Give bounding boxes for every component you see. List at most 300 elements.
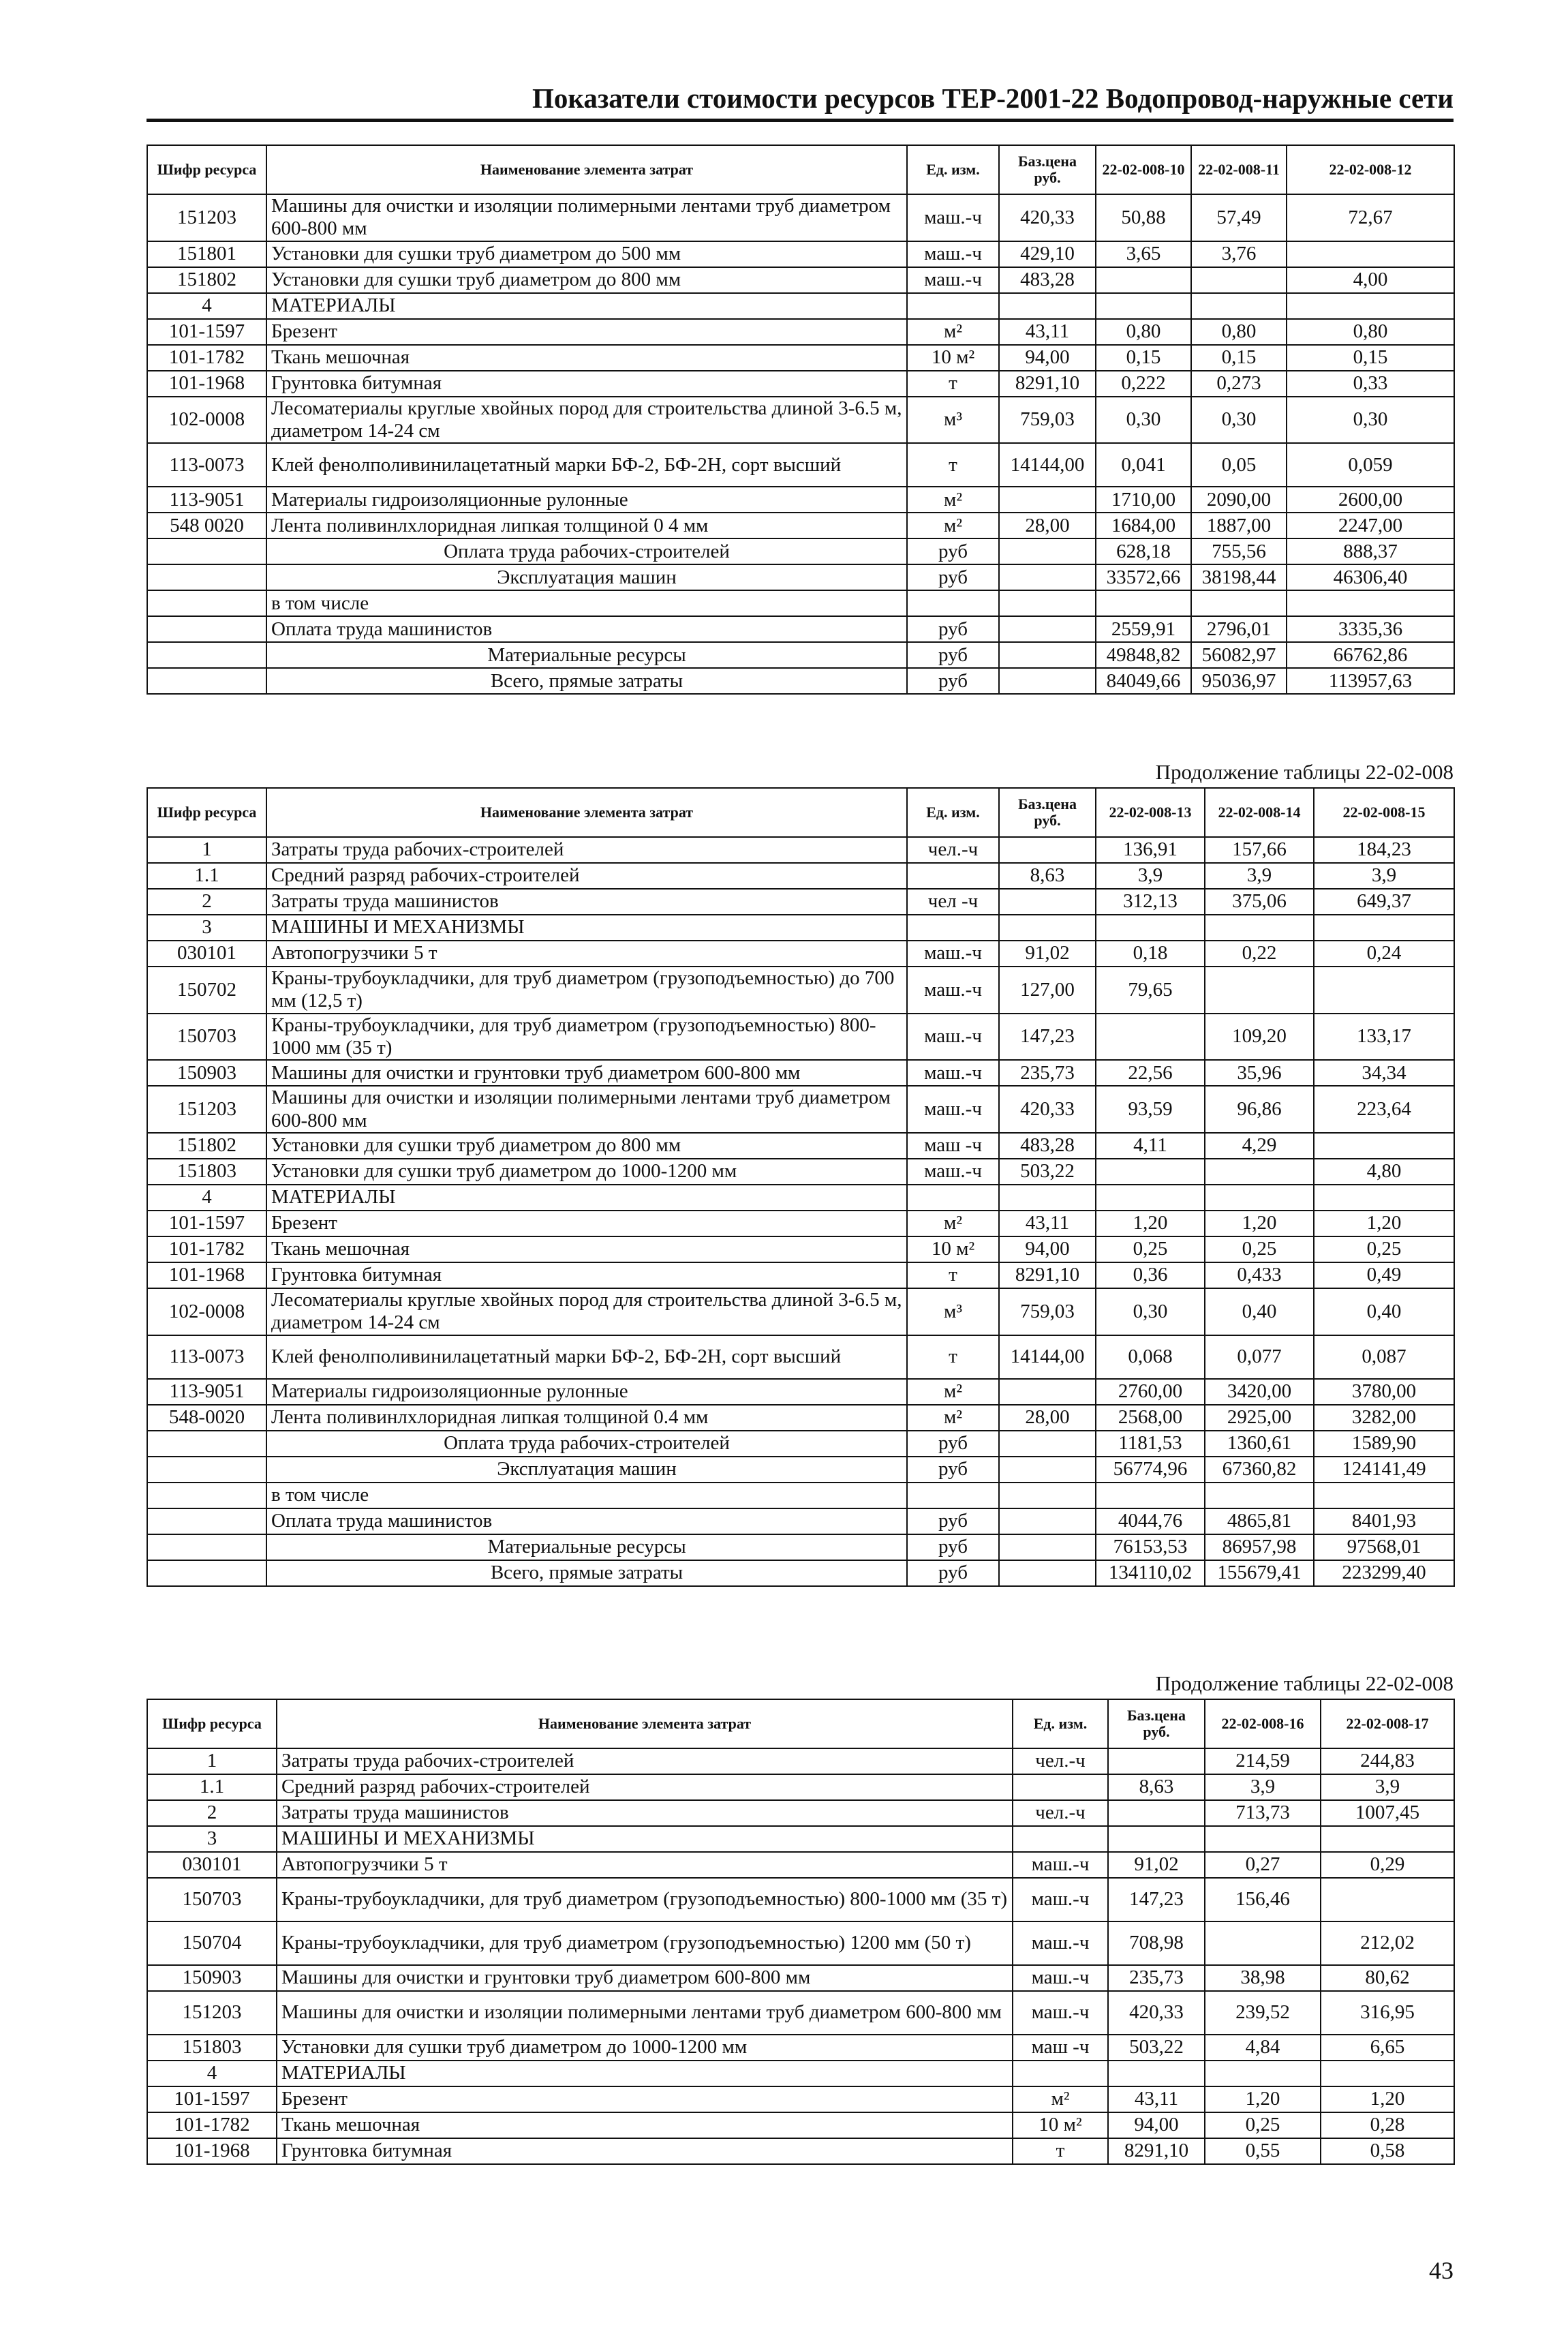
table-row xyxy=(147,2086,1454,2112)
value: 0,30 xyxy=(1096,397,1191,444)
value xyxy=(1096,1483,1205,1508)
value: 2760,00 xyxy=(1096,1379,1205,1405)
value: 628,18 xyxy=(1096,538,1191,564)
unit: руб xyxy=(907,538,999,564)
value: 2600,00 xyxy=(1287,487,1454,513)
unit: маш.-ч xyxy=(907,241,999,267)
base-price: 14144,00 xyxy=(999,443,1096,487)
value xyxy=(1096,267,1191,293)
cost-item-name: Оплата труда машинистов xyxy=(266,1508,907,1534)
value xyxy=(1314,1133,1454,1159)
resource-code xyxy=(147,590,266,616)
value: 0,40 xyxy=(1314,1288,1454,1335)
value: 2925,00 xyxy=(1205,1405,1314,1431)
resource-code: 2 xyxy=(147,889,266,915)
cost-item-name: Эксплуатация машин xyxy=(266,1457,907,1483)
value: 0,222 xyxy=(1096,371,1191,397)
value: 2559,91 xyxy=(1096,616,1191,642)
resource-code: 150703 xyxy=(147,1014,266,1061)
resource-code: 3 xyxy=(147,1826,277,1852)
table-row xyxy=(147,1560,1454,1586)
value: 35,96 xyxy=(1205,1060,1314,1086)
value: 4,11 xyxy=(1096,1133,1205,1159)
value: 79,65 xyxy=(1096,967,1205,1014)
value xyxy=(1287,590,1454,616)
value xyxy=(1205,915,1314,941)
resource-code: 101-1782 xyxy=(147,345,266,371)
value: 72,67 xyxy=(1287,194,1454,241)
resource-code: 151803 xyxy=(147,2035,277,2061)
resource-code: 030101 xyxy=(147,941,266,967)
resource-code: 030101 xyxy=(147,1852,277,1878)
unit: м³ xyxy=(907,1288,999,1335)
page-number: 43 xyxy=(1429,2257,1454,2284)
resource-code: 150903 xyxy=(147,1965,277,1991)
unit xyxy=(1013,1826,1108,1852)
table-row xyxy=(147,889,1454,915)
value: 22,56 xyxy=(1096,1060,1205,1086)
unit xyxy=(1013,1774,1108,1800)
unit: м² xyxy=(1013,2086,1108,2112)
table-row xyxy=(147,616,1454,642)
base-price: 420,33 xyxy=(999,1086,1096,1133)
cost-item-name: Установки для сушки труб диаметром до 800 мм xyxy=(266,267,907,293)
column-header: 22-02-008-10 xyxy=(1096,145,1191,194)
unit: маш.-ч xyxy=(1013,1878,1108,1921)
unit: чел.-ч xyxy=(1013,1800,1108,1826)
cost-item-name: Ткань мешочная xyxy=(266,1236,907,1262)
table-row xyxy=(147,1379,1454,1405)
table-row xyxy=(147,1878,1454,1921)
table-row xyxy=(147,642,1454,668)
column-header: Ед. изм. xyxy=(907,145,999,194)
base-price: 503,22 xyxy=(999,1159,1096,1185)
resource-code: 150704 xyxy=(147,1921,277,1965)
unit: м² xyxy=(907,1211,999,1236)
table-row xyxy=(147,1288,1454,1335)
table-row xyxy=(147,1921,1454,1965)
resource-code xyxy=(147,1560,266,1586)
cost-table-2 xyxy=(147,787,1455,1587)
value: 1,20 xyxy=(1314,1211,1454,1236)
cost-item-name: в том числе xyxy=(266,590,907,616)
value: 157,66 xyxy=(1205,837,1314,863)
unit: чел.-ч xyxy=(907,837,999,863)
unit xyxy=(907,590,999,616)
unit: т xyxy=(907,1262,999,1288)
base-price xyxy=(999,642,1096,668)
value: 156,46 xyxy=(1205,1878,1321,1921)
value: 8401,93 xyxy=(1314,1508,1454,1534)
base-price: 28,00 xyxy=(999,513,1096,538)
base-price: 235,73 xyxy=(1108,1965,1205,1991)
resource-code: 4 xyxy=(147,1185,266,1211)
unit xyxy=(907,1185,999,1211)
cost-item-name: Грунтовка битумная xyxy=(277,2138,1013,2164)
resource-code: 548-0020 xyxy=(147,1405,266,1431)
unit: 10 м² xyxy=(907,1236,999,1262)
table-caption: Продолжение таблицы 22-02-008 xyxy=(1155,760,1454,784)
unit: м² xyxy=(907,513,999,538)
table-row xyxy=(147,2112,1454,2138)
value: 0,15 xyxy=(1191,345,1287,371)
value: 3,9 xyxy=(1321,1774,1454,1800)
value: 3,9 xyxy=(1314,863,1454,889)
table-row xyxy=(147,1991,1454,2035)
value: 0,28 xyxy=(1321,2112,1454,2138)
column-header: 22-02-008-14 xyxy=(1205,788,1314,837)
resource-code: 548 0020 xyxy=(147,513,266,538)
value: 316,95 xyxy=(1321,1991,1454,2035)
unit: м² xyxy=(907,1405,999,1431)
value xyxy=(1287,241,1454,267)
unit: руб xyxy=(907,564,999,590)
value: 0,25 xyxy=(1096,1236,1205,1262)
column-header: Наименование элемента затрат xyxy=(266,145,907,194)
base-price xyxy=(999,1560,1096,1586)
resource-code: 1.1 xyxy=(147,863,266,889)
cost-item-name: Машины для очистки и грунтовки труб диаметром 600-800 мм xyxy=(277,1965,1013,1991)
base-price xyxy=(999,538,1096,564)
cost-item-name: Брезент xyxy=(266,319,907,345)
resource-code: 101-1968 xyxy=(147,371,266,397)
table-row xyxy=(147,194,1454,241)
table-row xyxy=(147,538,1454,564)
table-row xyxy=(147,2035,1454,2061)
unit: т xyxy=(907,371,999,397)
resource-code: 151203 xyxy=(147,194,266,241)
table-row xyxy=(147,1060,1454,1086)
base-price: 94,00 xyxy=(999,1236,1096,1262)
table-row xyxy=(147,267,1454,293)
resource-code xyxy=(147,1534,266,1560)
resource-code: 151803 xyxy=(147,1159,266,1185)
resource-code: 151203 xyxy=(147,1086,266,1133)
table-row xyxy=(147,371,1454,397)
value: 3,9 xyxy=(1205,863,1314,889)
value xyxy=(1191,590,1287,616)
base-price: 759,03 xyxy=(999,1288,1096,1335)
cost-item-name: Оплата труда рабочих-строителей xyxy=(266,1431,907,1457)
base-price: 8,63 xyxy=(999,863,1096,889)
unit: руб xyxy=(907,1560,999,1586)
unit: маш.-ч xyxy=(907,1014,999,1061)
table-row xyxy=(147,564,1454,590)
table-row xyxy=(147,1185,1454,1211)
value: 96,86 xyxy=(1205,1086,1314,1133)
cost-table-1 xyxy=(147,145,1455,695)
value: 0,30 xyxy=(1287,397,1454,444)
resource-code: 4 xyxy=(147,2061,277,2086)
cost-item-name: Краны-трубоукладчики, для труб диаметром (грузоподъемностью) до 700 мм (12,5 т) xyxy=(266,967,907,1014)
value: 244,83 xyxy=(1321,1748,1454,1774)
cost-item-name: Грунтовка битумная xyxy=(266,371,907,397)
unit: м² xyxy=(907,487,999,513)
table-row xyxy=(147,241,1454,267)
value: 0,25 xyxy=(1314,1236,1454,1262)
page-header xyxy=(147,80,1454,122)
unit: руб xyxy=(907,642,999,668)
cost-item-name: Оплата труда машинистов xyxy=(266,616,907,642)
value: 1710,00 xyxy=(1096,487,1191,513)
value: 97568,01 xyxy=(1314,1534,1454,1560)
value: 34,34 xyxy=(1314,1060,1454,1086)
value: 223299,40 xyxy=(1314,1560,1454,1586)
value: 0,30 xyxy=(1096,1288,1205,1335)
base-price: 94,00 xyxy=(1108,2112,1205,2138)
cost-item-name: Клей фенолполивинилацетатный марки БФ-2, БФ-2Н, сорт высший xyxy=(266,1335,907,1379)
table-row xyxy=(147,1014,1454,1061)
unit: маш.-ч xyxy=(1013,1921,1108,1965)
value: 0,49 xyxy=(1314,1262,1454,1288)
cost-item-name: Брезент xyxy=(277,2086,1013,2112)
value: 6,65 xyxy=(1321,2035,1454,2061)
table-row xyxy=(147,1405,1454,1431)
unit: 10 м² xyxy=(907,345,999,371)
value: 0,55 xyxy=(1205,2138,1321,2164)
column-header: 22-02-008-11 xyxy=(1191,145,1287,194)
resource-code: 101-1968 xyxy=(147,1262,266,1288)
base-price: 483,28 xyxy=(999,1133,1096,1159)
value xyxy=(1321,1826,1454,1852)
value xyxy=(1096,915,1205,941)
value: 1684,00 xyxy=(1096,513,1191,538)
base-price xyxy=(999,1185,1096,1211)
unit: руб xyxy=(907,616,999,642)
table-row xyxy=(147,941,1454,967)
value: 93,59 xyxy=(1096,1086,1205,1133)
base-price xyxy=(999,837,1096,863)
unit: руб xyxy=(907,1508,999,1534)
base-price xyxy=(1108,1748,1205,1774)
base-price xyxy=(999,1534,1096,1560)
resource-code: 101-1968 xyxy=(147,2138,277,2164)
resource-code xyxy=(147,1508,266,1534)
base-price xyxy=(999,889,1096,915)
resource-code xyxy=(147,564,266,590)
value: 80,62 xyxy=(1321,1965,1454,1991)
value xyxy=(1314,967,1454,1014)
resource-code: 1 xyxy=(147,1748,277,1774)
column-header: Наименование элемента затрат xyxy=(266,788,907,837)
unit: маш -ч xyxy=(1013,2035,1108,2061)
table-row xyxy=(147,1800,1454,1826)
value xyxy=(1205,1921,1321,1965)
value: 113957,63 xyxy=(1287,668,1454,694)
base-price xyxy=(999,1379,1096,1405)
value: 3,9 xyxy=(1096,863,1205,889)
unit xyxy=(907,863,999,889)
value: 1,20 xyxy=(1096,1211,1205,1236)
base-price: 420,33 xyxy=(1108,1991,1205,2035)
unit: м² xyxy=(907,319,999,345)
value: 0,36 xyxy=(1096,1262,1205,1288)
base-price: 420,33 xyxy=(999,194,1096,241)
unit xyxy=(907,1483,999,1508)
base-price: 8,63 xyxy=(1108,1774,1205,1800)
table-row xyxy=(147,293,1454,319)
cost-item-name: Автопогрузчики 5 т xyxy=(266,941,907,967)
value: 0,068 xyxy=(1096,1335,1205,1379)
resource-code: 3 xyxy=(147,915,266,941)
table-row xyxy=(147,1159,1454,1185)
table-row xyxy=(147,2138,1454,2164)
value xyxy=(1205,1185,1314,1211)
value: 0,40 xyxy=(1205,1288,1314,1335)
cost-item-name: Лесоматериалы круглые хвойных пород для строительства длиной 3-6.5 м, диаметром 14-24 см xyxy=(266,1288,907,1335)
table-row xyxy=(147,915,1454,941)
table-row xyxy=(147,590,1454,616)
cost-item-name: Машины для очистки и изоляции полимерными лентами труб диаметром 600-800 мм xyxy=(266,1086,907,1133)
column-header: Баз.цена руб. xyxy=(999,788,1096,837)
base-price: 43,11 xyxy=(999,319,1096,345)
base-price: 759,03 xyxy=(999,397,1096,444)
table-row xyxy=(147,1335,1454,1379)
unit: м³ xyxy=(907,397,999,444)
value: 0,433 xyxy=(1205,1262,1314,1288)
value: 223,64 xyxy=(1314,1086,1454,1133)
resource-code: 101-1597 xyxy=(147,319,266,345)
resource-code xyxy=(147,642,266,668)
value: 0,273 xyxy=(1191,371,1287,397)
table-row xyxy=(147,345,1454,371)
value: 3420,00 xyxy=(1205,1379,1314,1405)
cost-item-name: Краны-трубоукладчики, для труб диаметром (грузоподъемностью) 800-1000 мм (35 т) xyxy=(277,1878,1013,1921)
base-price: 8291,10 xyxy=(1108,2138,1205,2164)
base-price xyxy=(999,590,1096,616)
column-header: Ед. изм. xyxy=(907,788,999,837)
resource-code: 1 xyxy=(147,837,266,863)
base-price: 483,28 xyxy=(999,267,1096,293)
base-price: 14144,00 xyxy=(999,1335,1096,1379)
value: 184,23 xyxy=(1314,837,1454,863)
table-row xyxy=(147,863,1454,889)
resource-code xyxy=(147,1431,266,1457)
cost-item-name: Автопогрузчики 5 т xyxy=(277,1852,1013,1878)
cost-item-name: Затраты труда машинистов xyxy=(266,889,907,915)
table-row xyxy=(147,397,1454,444)
value: 46306,40 xyxy=(1287,564,1454,590)
base-price xyxy=(999,616,1096,642)
value: 109,20 xyxy=(1205,1014,1314,1061)
value: 3,65 xyxy=(1096,241,1191,267)
value xyxy=(1191,293,1287,319)
cost-item-name: Грунтовка битумная xyxy=(266,1262,907,1288)
value: 3,9 xyxy=(1205,1774,1321,1800)
table-row xyxy=(147,1826,1454,1852)
base-price: 94,00 xyxy=(999,345,1096,371)
cost-item-name: Средний разряд рабочих-строителей xyxy=(277,1774,1013,1800)
table-row xyxy=(147,1262,1454,1288)
cost-item-name: Затраты труда рабочих-строителей xyxy=(277,1748,1013,1774)
table-row xyxy=(147,1086,1454,1133)
value: 67360,82 xyxy=(1205,1457,1314,1483)
unit: маш.-ч xyxy=(907,1060,999,1086)
value: 1,20 xyxy=(1321,2086,1454,2112)
resource-code: 101-1782 xyxy=(147,1236,266,1262)
resource-code: 101-1597 xyxy=(147,1211,266,1236)
base-price xyxy=(999,915,1096,941)
value: 56774,96 xyxy=(1096,1457,1205,1483)
cost-item-name: Клей фенолполивинилацетатный марки БФ-2, БФ-2Н, сорт высший xyxy=(266,443,907,487)
value xyxy=(1191,267,1287,293)
value xyxy=(1205,2061,1321,2086)
cost-item-name: Всего, прямые затраты xyxy=(266,668,907,694)
resource-code xyxy=(147,1483,266,1508)
table-row xyxy=(147,1748,1454,1774)
resource-code: 150703 xyxy=(147,1878,277,1921)
resource-code: 102-0008 xyxy=(147,1288,266,1335)
resource-code: 2 xyxy=(147,1800,277,1826)
value: 214,59 xyxy=(1205,1748,1321,1774)
base-price: 235,73 xyxy=(999,1060,1096,1086)
unit: маш.-ч xyxy=(1013,1852,1108,1878)
unit: т xyxy=(1013,2138,1108,2164)
unit: руб xyxy=(907,1534,999,1560)
table-row xyxy=(147,668,1454,694)
resource-code: 113-9051 xyxy=(147,1379,266,1405)
base-price xyxy=(999,1483,1096,1508)
base-price: 8291,10 xyxy=(999,1262,1096,1288)
value: 1007,45 xyxy=(1321,1800,1454,1826)
value: 0,29 xyxy=(1321,1852,1454,1878)
value: 4865,81 xyxy=(1205,1508,1314,1534)
cost-item-name: Материальные ресурсы xyxy=(266,642,907,668)
value xyxy=(1096,1159,1205,1185)
resource-code: 150702 xyxy=(147,967,266,1014)
value: 0,18 xyxy=(1096,941,1205,967)
value xyxy=(1096,1185,1205,1211)
column-header: 22-02-008-13 xyxy=(1096,788,1205,837)
base-price xyxy=(999,293,1096,319)
table-row xyxy=(147,1774,1454,1800)
value: 84049,66 xyxy=(1096,668,1191,694)
cost-item-name: Машины для очистки и изоляции полимерными лентами труб диаметром 600-800 мм xyxy=(277,1991,1013,2035)
value: 0,80 xyxy=(1287,319,1454,345)
resource-code: 151203 xyxy=(147,1991,277,2035)
base-price xyxy=(1108,1826,1205,1852)
value: 2796,01 xyxy=(1191,616,1287,642)
column-header: Баз.цена руб. xyxy=(1108,1699,1205,1748)
value: 95036,97 xyxy=(1191,668,1287,694)
unit: чел.-ч xyxy=(1013,1748,1108,1774)
unit: чел -ч xyxy=(907,889,999,915)
unit: маш.-ч xyxy=(1013,1965,1108,1991)
base-price xyxy=(999,1508,1096,1534)
resource-code: 113-0073 xyxy=(147,443,266,487)
unit xyxy=(907,293,999,319)
table-row xyxy=(147,1965,1454,1991)
value xyxy=(1321,2061,1454,2086)
base-price: 708,98 xyxy=(1108,1921,1205,1965)
cost-item-name: Установки для сушки труб диаметром до 500 мм xyxy=(266,241,907,267)
value: 133,17 xyxy=(1314,1014,1454,1061)
base-price: 127,00 xyxy=(999,967,1096,1014)
table-row xyxy=(147,837,1454,863)
base-price: 8291,10 xyxy=(999,371,1096,397)
value: 3780,00 xyxy=(1314,1379,1454,1405)
value: 0,33 xyxy=(1287,371,1454,397)
value xyxy=(1205,1483,1314,1508)
base-price xyxy=(999,487,1096,513)
cost-item-name: МАТЕРИАЛЫ xyxy=(266,293,907,319)
cost-item-name: Затраты труда рабочих-строителей xyxy=(266,837,907,863)
resource-code: 101-1597 xyxy=(147,2086,277,2112)
value: 0,25 xyxy=(1205,2112,1321,2138)
value: 0,58 xyxy=(1321,2138,1454,2164)
unit: маш.-ч xyxy=(907,1159,999,1185)
cost-item-name: Установки для сушки труб диаметром до 800 мм xyxy=(266,1133,907,1159)
